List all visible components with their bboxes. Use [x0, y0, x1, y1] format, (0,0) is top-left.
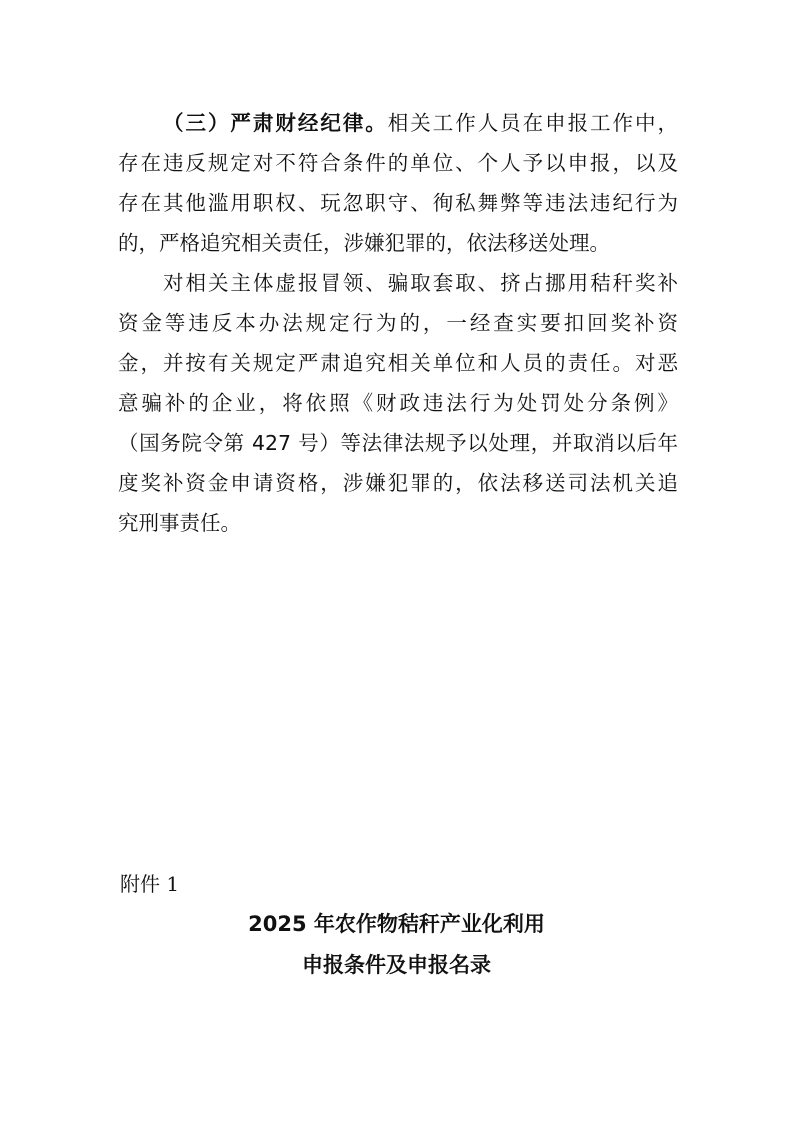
attachment-title-line-1: 2025 年农作物秸秆产业化利用 — [248, 912, 545, 936]
paragraph-1-line-2: 存在违反规定对不符合条件的单位、个人予以申报，以及 — [118, 151, 678, 175]
paragraph-2-line-7: 究刑事责任。 — [118, 511, 241, 535]
attachment-label: 附件 1 — [120, 872, 180, 896]
attachment-title-line-2: 申报条件及申报名录 — [302, 953, 491, 977]
paragraph-2-line-2: 资金等违反本办法规定行为的，一经查实要扣回奖补资 — [118, 311, 678, 335]
paragraph-2-line-1: 对相关主体虚报冒领、骗取套取、挤占挪用秸秆奖补 — [163, 271, 678, 295]
section-heading: （三）严肃财经纪律。 — [163, 111, 388, 135]
paragraph-2-line-6: 度奖补资金申请资格，涉嫌犯罪的，依法移送司法机关追 — [118, 471, 678, 495]
paragraph-1-line-1 — [163, 103, 678, 143]
paragraph-1-line-4: 的，严格追究相关责任，涉嫌犯罪的，依法移送处理。 — [118, 231, 610, 255]
paragraph-2-line-4: 意骗补的企业，将依照《财政违法行为处罚处分条例》 — [118, 391, 678, 415]
paragraph-2-line-3: 金，并按有关规定严肃追究相关单位和人员的责任。对恶 — [118, 351, 678, 375]
paragraph-2-line-5: （国务院令第 427 号）等法律法规予以处理，并取消以后年 — [118, 431, 678, 455]
paragraph-1-line-1-text: 相关工作人员在申报工作中， — [387, 111, 679, 135]
paragraph-1-line-3: 存在其他滥用职权、玩忽职守、徇私舞弊等违法违纪行为 — [118, 191, 678, 215]
